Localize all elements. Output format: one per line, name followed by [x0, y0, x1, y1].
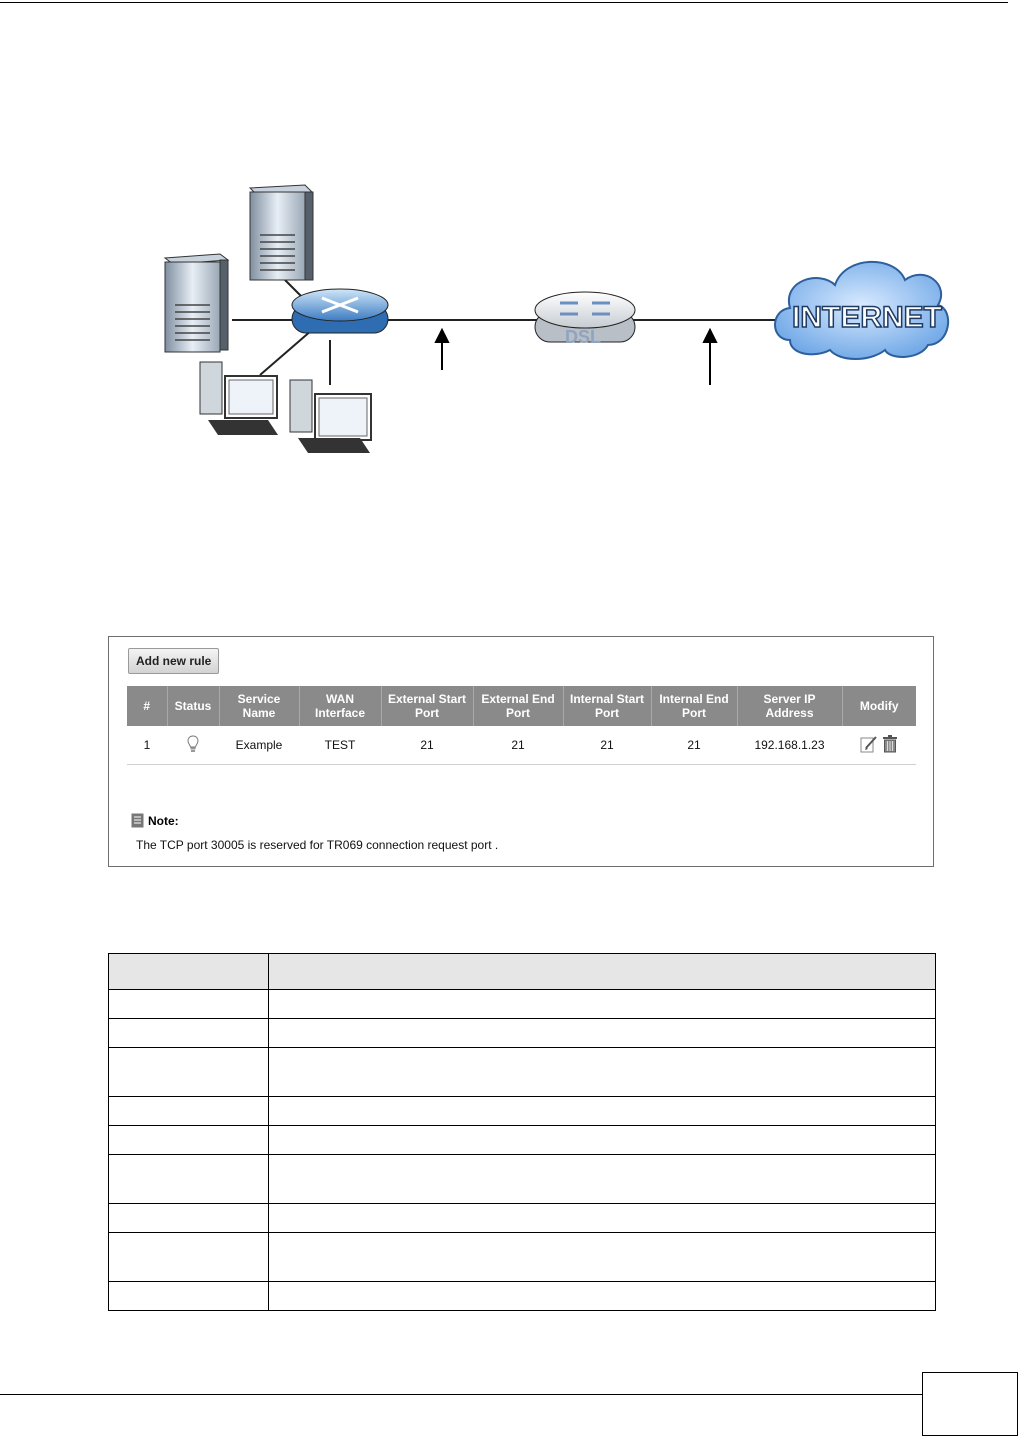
- cell-external-end-port: 21: [473, 726, 563, 765]
- computer-icon: [290, 380, 371, 453]
- lightbulb-icon[interactable]: [187, 735, 199, 753]
- dsl-label: DSL: [565, 327, 601, 347]
- port-forwarding-screen: [108, 636, 934, 867]
- table-row: [109, 1204, 936, 1233]
- cell-service-name: Example: [219, 726, 299, 765]
- port-forwarding-table: [127, 686, 916, 765]
- note-heading: [131, 813, 179, 828]
- cell-number: 1: [127, 726, 167, 765]
- table-row: [109, 990, 936, 1019]
- header-rule: [0, 2, 1008, 3]
- col-header-status: Status: [167, 686, 219, 726]
- cell-status: [167, 726, 219, 765]
- cell-modify: [842, 726, 916, 765]
- col-header-external-end-port: External End Port: [473, 686, 563, 726]
- table-header-row: [109, 954, 936, 990]
- cell-internal-start-port: 21: [563, 726, 651, 765]
- table-row: [109, 1282, 936, 1311]
- computer-icon: [200, 362, 278, 435]
- cell-wan-interface: TEST: [299, 726, 381, 765]
- edit-icon[interactable]: [860, 735, 878, 753]
- col-header-number: #: [127, 686, 167, 726]
- table-row: [127, 726, 916, 765]
- cell-internal-end-port: 21: [651, 726, 737, 765]
- table-row: [109, 1019, 936, 1048]
- delete-icon[interactable]: [882, 735, 898, 753]
- table-row: [109, 1097, 936, 1126]
- table-row: [109, 1155, 936, 1204]
- note-icon: [131, 813, 144, 828]
- server-icon: [165, 254, 228, 352]
- col-header-wan-interface: WAN Interface: [299, 686, 381, 726]
- add-new-rule-button[interactable]: Add new rule: [128, 648, 219, 674]
- table-header-row: [127, 686, 916, 726]
- col-header-modify: Modify: [842, 686, 916, 726]
- router-icon: [292, 289, 388, 333]
- internet-label: INTERNET: [792, 301, 942, 334]
- field-description-table: [108, 953, 936, 1311]
- col-header-external-start-port: External Start Port: [381, 686, 473, 726]
- col-header-server-ip: Server IP Address: [737, 686, 842, 726]
- page-number-box: [922, 1372, 1018, 1436]
- arrow-icon: [436, 330, 448, 370]
- internet-cloud-icon: [775, 262, 948, 359]
- server-icon: [250, 185, 313, 280]
- note-title: Note:: [148, 813, 179, 828]
- dsl-router-icon: [535, 292, 635, 347]
- table-row: [109, 1233, 936, 1282]
- arrow-icon: [704, 330, 716, 385]
- network-diagram: [150, 180, 950, 470]
- col-header-internal-end-port: Internal End Port: [651, 686, 737, 726]
- cell-external-start-port: 21: [381, 726, 473, 765]
- footer-rule: [0, 1394, 922, 1395]
- cell-server-ip: 192.168.1.23: [737, 726, 842, 765]
- col-header-internal-start-port: Internal Start Port: [563, 686, 651, 726]
- table-row: [109, 1126, 936, 1155]
- table-row: [109, 1048, 936, 1097]
- col-header-service-name: Service Name: [219, 686, 299, 726]
- note-text: The TCP port 30005 is reserved for TR069 connection request port .: [136, 838, 499, 852]
